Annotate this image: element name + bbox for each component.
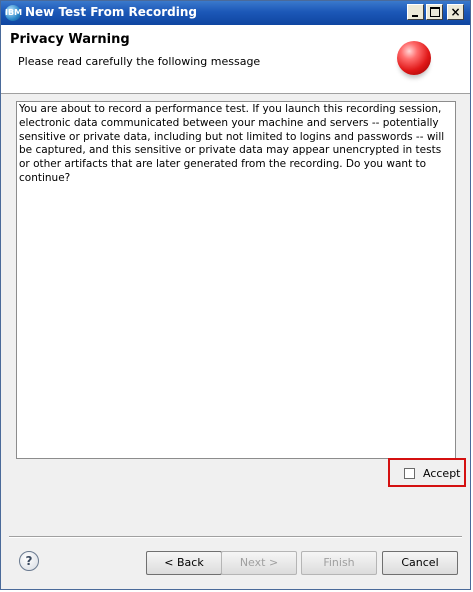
red-ball-icon	[397, 41, 431, 75]
page-description: Please read carefully the following message	[18, 55, 261, 68]
accept-label[interactable]: Accept	[423, 467, 461, 480]
maximize-button[interactable]	[426, 4, 443, 20]
close-icon: ×	[450, 5, 461, 19]
cancel-button[interactable]: Cancel	[382, 551, 458, 575]
page-title: Privacy Warning	[10, 32, 130, 47]
title-bar[interactable]	[1, 1, 470, 25]
privacy-message-text[interactable]: You are about to record a performance test. If you launch this recording session, electronic data communicated between your machine and servers -- potentially sensitive or private data, including but not limited to logins and passwords -- will be captured, and this sensitive or private data may appear unencrypted in tests or other artifacts that are later generated from the recording. Do you want to continue?	[16, 101, 456, 459]
footer-separator	[9, 536, 462, 538]
help-icon[interactable]: ?	[19, 551, 39, 571]
back-button[interactable]: < Back	[146, 551, 222, 575]
close-button[interactable]	[447, 4, 464, 20]
accept-highlight-box	[388, 458, 466, 487]
wizard-header	[1, 25, 470, 94]
window-title: New Test From Recording	[25, 5, 197, 19]
finish-button[interactable]: Finish	[301, 551, 377, 575]
next-button[interactable]: Next >	[221, 551, 297, 575]
accept-checkbox[interactable]	[404, 468, 415, 479]
minimize-button[interactable]	[407, 4, 424, 20]
app-icon: IBM	[5, 5, 21, 21]
